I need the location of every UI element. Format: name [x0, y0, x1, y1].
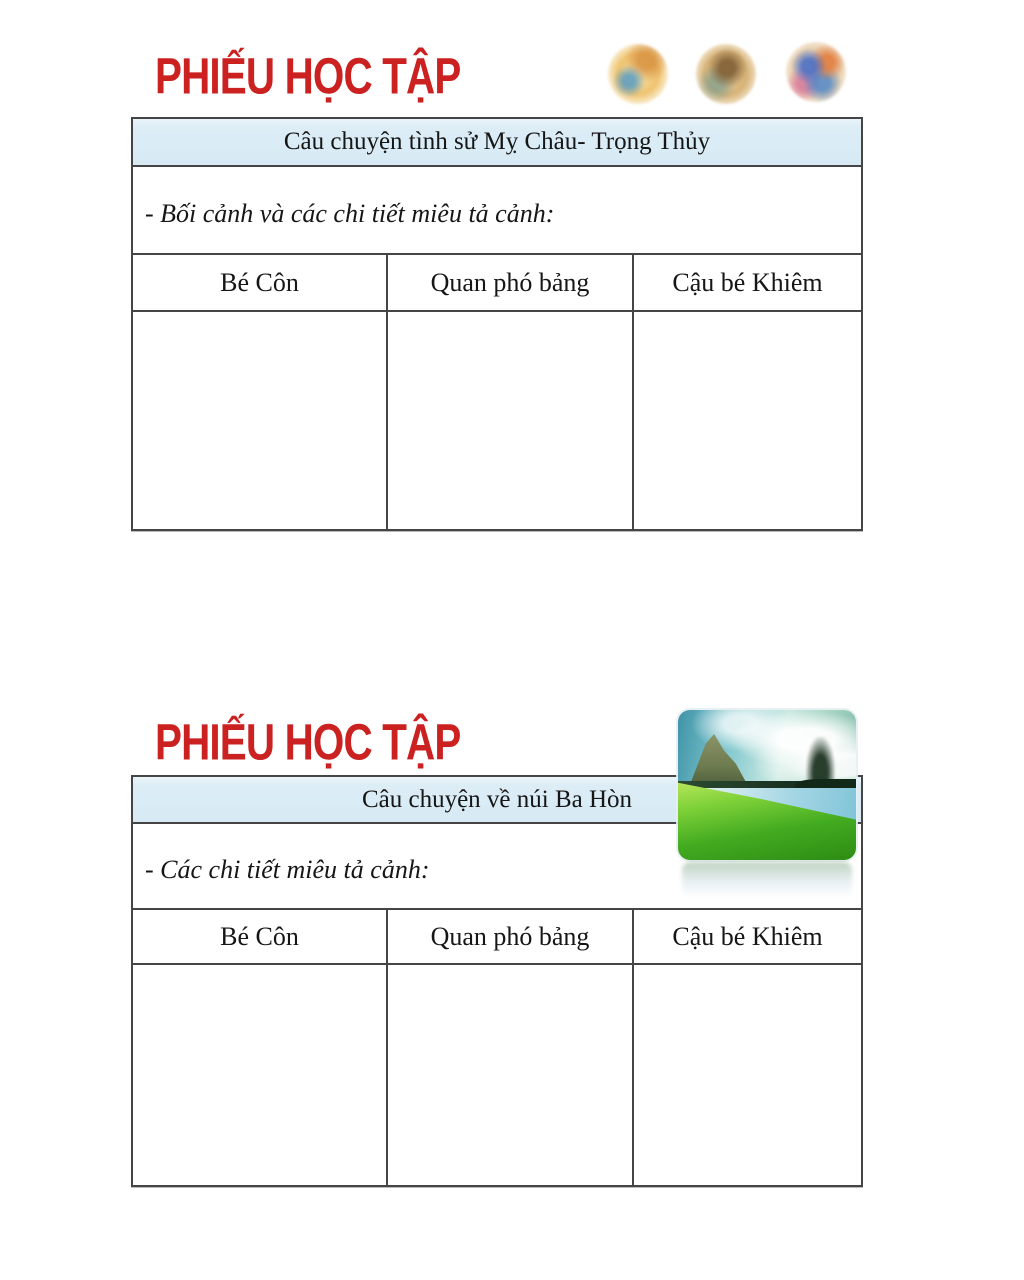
- section-1-answer-cell-1[interactable]: [132, 311, 387, 530]
- story-illustration-1-icon: [608, 44, 668, 104]
- section-2-answer-cell-2[interactable]: [387, 964, 633, 1186]
- story-illustration-3-icon: [786, 42, 846, 102]
- section-2-table-header: Câu chuyện về núi Ba Hòn: [132, 776, 862, 823]
- story-illustration-2-icon: [696, 44, 756, 104]
- section-2-title: PHIẾU HỌC TẬP: [155, 712, 461, 771]
- section-1-column-header-3: Cậu bé Khiêm: [633, 254, 862, 311]
- landscape-photo: [678, 710, 856, 860]
- section-2-column-header-3: Cậu bé Khiêm: [633, 909, 862, 964]
- section-2-answer-cell-3[interactable]: [633, 964, 862, 1186]
- section-2-column-header-1: Bé Côn: [132, 909, 387, 964]
- section-1-table-header: Câu chuyện tình sử Mỵ Châu- Trọng Thủy: [132, 118, 862, 166]
- section-2-column-header-2: Quan phó bảng: [387, 909, 633, 964]
- section-1-answer-cell-3[interactable]: [633, 311, 862, 530]
- section-1-table: [131, 117, 863, 531]
- section-2-answer-cell-1[interactable]: [132, 964, 387, 1186]
- section-1-column-header-1: Bé Côn: [132, 254, 387, 311]
- section-1-title: PHIẾU HỌC TẬP: [155, 46, 461, 105]
- section-1-prompt: - Bối cảnh và các chi tiết miêu tả cảnh:: [132, 166, 862, 254]
- section-2-prompt: - Các chi tiết miêu tả cảnh:: [132, 823, 862, 909]
- section-1-answer-cell-2[interactable]: [387, 311, 633, 530]
- section-1-column-header-2: Quan phó bảng: [387, 254, 633, 311]
- landscape-reflection: [682, 862, 852, 898]
